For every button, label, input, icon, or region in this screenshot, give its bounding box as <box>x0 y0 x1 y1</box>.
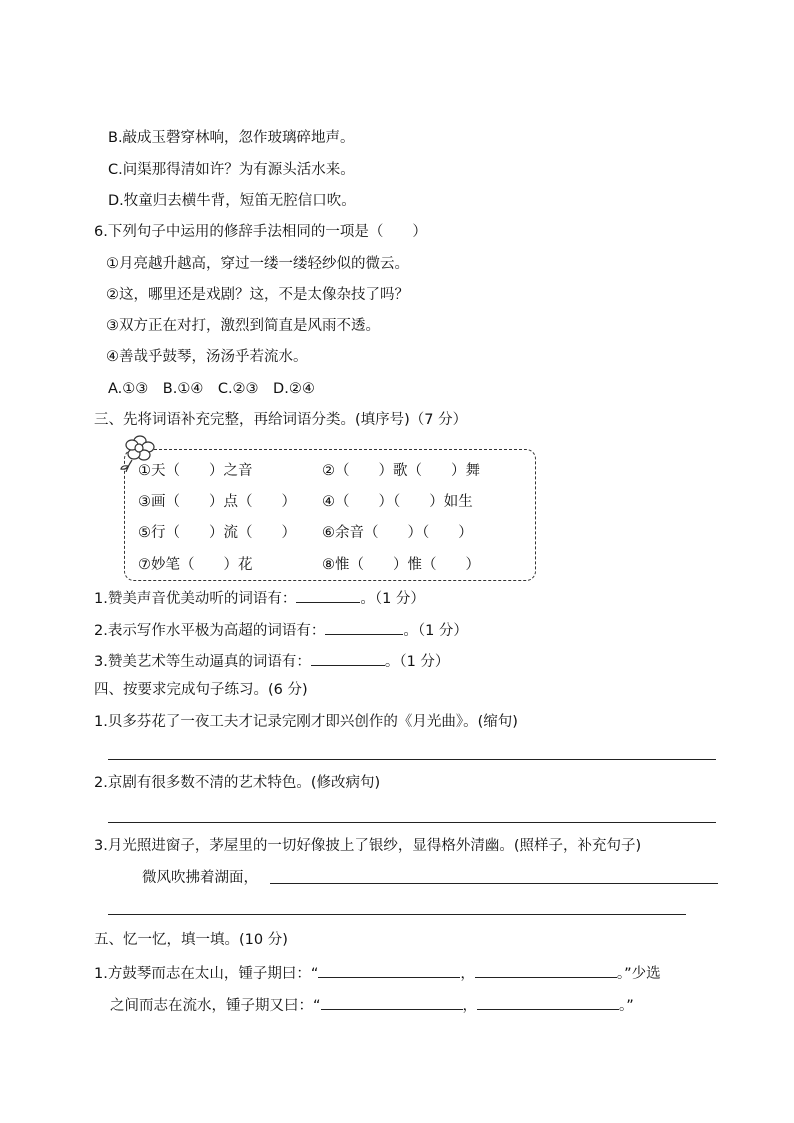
word-item-8: ⑧惟（ ）惟（ ） <box>322 557 480 573</box>
word-item-5: ⑤行（ ）流（ ） <box>138 525 296 541</box>
section-4-heading: 四、按要求完成句子练习。(6 分) <box>94 682 308 698</box>
section-5-heading: 五、忆一忆，填一填。(10 分) <box>94 932 288 948</box>
section-3-question-2: 2.表示写作水平极为高超的词语有： 。（1 分） <box>94 618 468 641</box>
answer-choices: A.①③ B.①④ C.②③ D.②④ <box>108 381 315 397</box>
answer-blank[interactable] <box>311 649 385 666</box>
word-item-2: ②（ ）歌（ ）舞 <box>322 463 480 479</box>
section-5-question-1-line-2: 之间而志在流水，锺子期又曰：“ ， 。” <box>110 993 634 1016</box>
answer-blank[interactable] <box>318 961 460 978</box>
answer-blank[interactable] <box>475 961 617 978</box>
section-5-question-1-line-1: 1.方鼓琴而志在太山，锺子期曰：“ ， 。”少选 <box>94 961 661 984</box>
sentence-prompt: 微风吹拂着湖面， <box>142 870 258 886</box>
word-item-7: ⑦妙笔（ ）花 <box>138 557 253 573</box>
sentence-3: ③双方正在对打，激烈到简直是风雨不透。 <box>106 318 380 334</box>
question-6-stem: 6.下列句子中运用的修辞手法相同的一项是（ ） <box>94 224 427 240</box>
section-3-question-1: 1.赞美声音优美动听的词语有： 。（1 分） <box>94 586 425 609</box>
word-item-3: ③画（ ）点（ ） <box>138 494 296 510</box>
answer-line[interactable] <box>108 914 686 915</box>
word-item-1: ①天（ ）之音 <box>138 463 253 479</box>
section-4-question-3: 3.月光照进窗子，茅屋里的一切好像披上了银纱，显得格外清幽。(照样子，补充句子) <box>94 838 642 854</box>
sentence-4: ④善哉乎鼓琴，汤汤乎若流水。 <box>106 349 308 365</box>
option-b: B.敲成玉磬穿林响，忽作玻璃碎地声。 <box>108 130 355 146</box>
answer-blank[interactable] <box>321 993 463 1010</box>
answer-blank[interactable] <box>477 993 619 1010</box>
word-item-6: ⑥余音（ ）（ ） <box>322 525 473 541</box>
answer-blank[interactable] <box>325 618 403 635</box>
section-3-question-3: 3.赞美艺术等生动逼真的词语有： 。（1 分） <box>94 649 449 672</box>
sentence-1: ①月亮越升越高，穿过一缕一缕轻纱似的微云。 <box>106 256 409 272</box>
option-c: C.问渠那得清如许？为有源头活水来。 <box>108 162 355 178</box>
sentence-2: ②这，哪里还是戏剧？这，不是太像杂技了吗？ <box>106 287 409 303</box>
section-3-heading: 三、先将词语补充完整，再给词语分类。(填序号)（7 分） <box>94 412 468 428</box>
option-d: D.牧童归去横牛背，短笛无腔信口吹。 <box>108 193 356 209</box>
answer-blank[interactable] <box>296 586 360 603</box>
answer-line[interactable] <box>108 759 716 760</box>
word-item-4: ④（ ）（ ）如生 <box>322 494 473 510</box>
section-4-question-1: 1.贝多芬花了一夜工夫才记录完刚才即兴创作的《月光曲》。(缩句) <box>94 714 518 730</box>
answer-line[interactable] <box>108 822 716 823</box>
section-4-question-2: 2.京剧有很多数不清的艺术特色。(修改病句) <box>94 775 381 791</box>
answer-line[interactable] <box>270 883 718 884</box>
